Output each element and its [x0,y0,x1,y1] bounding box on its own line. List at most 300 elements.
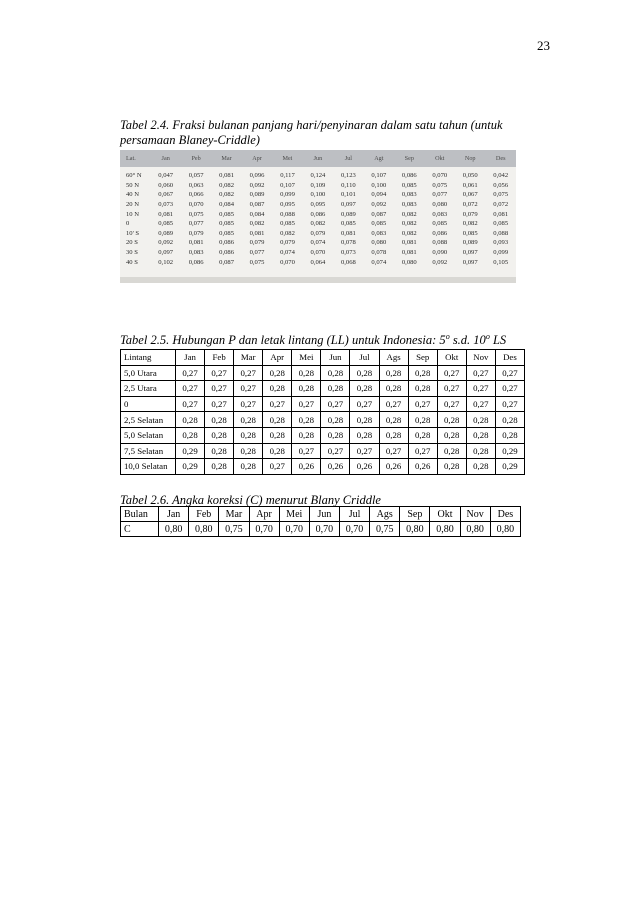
table-cell: 0,28 [205,427,234,443]
table-cell: 0,28 [292,427,321,443]
table-cell: Mar [234,350,263,366]
header-cell: Jul [333,150,363,167]
table-cell: 0,28 [379,365,408,381]
row-label-cell: 0 [121,396,176,412]
table-cell: 0,068 [340,258,356,266]
table-cell: 0,082 [401,220,417,228]
table-cell: 0,28 [437,443,466,459]
table-row [121,522,521,537]
table-cell: 0,27 [205,381,234,397]
row-label-cell: 10 N [126,210,140,218]
table-cell: Nov [466,350,495,366]
table-cell: Mei [292,350,321,366]
table-cell: 0,28 [379,412,408,428]
table-cell: 0,28 [321,365,350,381]
row-label-cell: 10' S [126,229,140,237]
table-cell: 0,090 [432,249,448,257]
table-cell: 0,085 [219,229,234,237]
table-cell: 0,079 [462,210,478,218]
table-cell: 0,29 [176,459,205,475]
table-cell: 0,28 [263,381,292,397]
table-cell: 0,27 [379,443,408,459]
table-cell: 0,067 [158,191,174,199]
table-cell: 0,070 [188,201,204,209]
table-cell: 0,28 [495,412,524,428]
table-cell: 0,083 [371,229,387,237]
table-cell: 0,28 [466,443,495,459]
table-row [121,443,525,459]
table-cell: 0,27 [205,396,234,412]
table-cell: 0,094 [371,191,387,199]
table-row [121,365,525,381]
table-cell: Apr [263,350,292,366]
table-cell: Okt [430,507,460,522]
table-cell: 0,102 [158,258,174,266]
table-cell: Des [495,350,524,366]
table-cell: 0,70 [339,522,369,537]
table-cell: Feb [189,507,219,522]
table-cell: 0,066 [188,191,204,199]
header-cell: Lat. [120,150,150,167]
table-cell: 0,082 [219,191,234,199]
header-cell: Nop [455,150,485,167]
table-cell: 0,096 [249,172,265,180]
table-cell: 0,28 [350,381,379,397]
row-label-cell: 10,0 Selatan [121,459,176,475]
table-cell: 0,081 [493,210,509,218]
header-cell: Peb [181,150,211,167]
table-cell: 0,082 [310,220,326,228]
table-cell: 0,28 [292,412,321,428]
table-cell: 0,27 [495,365,524,381]
table-cell: 0,056 [493,181,509,189]
row-label-cell: 2,5 Utara [121,381,176,397]
table-cell: 0,077 [432,191,448,199]
row-label-cell: 50 N [126,181,140,189]
table-cell: 0,26 [408,459,437,475]
table-cell: 0,085 [219,220,234,228]
row-label-cell: 2,5 Selatan [121,412,176,428]
table-cell: 0,28 [437,412,466,428]
table-cell: 0,27 [263,459,292,475]
row-label-cell: 30 S [126,249,138,257]
table-cell: 0,070 [310,249,326,257]
table-cell: 0,088 [280,210,295,218]
table-cell: 0,27 [408,443,437,459]
header-cell: Agt [364,150,394,167]
table-cell: 0,28 [321,381,350,397]
table-cell: Sep [400,507,430,522]
table-cell: 0,28 [466,412,495,428]
table-cell: 0,072 [462,201,478,209]
header-cell: Apr [242,150,272,167]
table-cell: 0,100 [371,181,387,189]
table-cell: 0,074 [310,239,326,247]
table-cell: 0,073 [340,249,356,257]
table-cell: 0,27 [205,365,234,381]
table-cell: Sep [408,350,437,366]
table-cell: 0,073 [158,201,174,209]
table-cell: 0,099 [280,191,295,199]
table-cell: 0,27 [234,396,263,412]
table-cell: 0,80 [490,522,520,537]
table-cell: 0,086 [432,229,448,237]
table-cell: 0,107 [280,181,295,189]
table-cell: 0,110 [341,181,356,189]
table-cell: 0,095 [280,201,295,209]
table-cell: 0,081 [158,210,174,218]
table-cell: 0,28 [263,427,292,443]
table-cell: 0,070 [280,258,295,266]
table-cell: 0,27 [437,365,466,381]
row-label-cell: 7,5 Selatan [121,443,176,459]
table-cell: 0,092 [158,239,174,247]
table-cell: 0,27 [292,396,321,412]
table-cell: 0,123 [340,172,356,180]
table-cell: Jun [321,350,350,366]
table-cell: 0,082 [462,220,478,228]
table-cell: 0,28 [263,365,292,381]
table-cell: 0,27 [176,396,205,412]
header-cell: Jan [150,150,180,167]
table-cell: 0,085 [340,220,356,228]
row-label-cell: 60° N [126,172,142,180]
table-cell: 0,078 [371,249,387,257]
table-cell: 0,087 [371,210,387,218]
table-cell: 0,28 [495,427,524,443]
table-cell: 0,117 [280,172,295,180]
table-cell: 0,28 [234,427,263,443]
table-2-4-caption: Tabel 2.4. Fraksi bulanan panjang hari/penyinaran dalam satu tahun (untuk persamaan Blaney-Criddle) [120,118,503,147]
table-row [120,167,516,181]
table-cell: 0,28 [408,427,437,443]
table-cell: 0,082 [219,181,234,189]
table-cell: 0,27 [234,381,263,397]
row-label-cell: 5,0 Selatan [121,427,176,443]
table-cell: Ags [370,507,400,522]
table-cell: 0,077 [188,220,204,228]
table-cell: 0,27 [176,365,205,381]
table-row [120,238,516,248]
table-cell: 0,80 [159,522,189,537]
table-cell: 0,085 [493,220,509,228]
table-cell: 0,101 [340,191,356,199]
row-label-cell: 20 N [126,201,140,209]
table-cell: 0,064 [310,258,326,266]
table-cell: 0,075 [249,258,265,266]
table-cell: 0,28 [292,365,321,381]
photo-shadow [120,277,516,283]
table-row [120,190,516,200]
table-cell: 0,70 [309,522,339,537]
table-cell: 0,081 [401,239,417,247]
table-cell: Apr [249,507,279,522]
row-label-cell: 40 N [126,191,140,199]
table-row [121,427,525,443]
table-cell: 0,085 [280,220,295,228]
table-cell: 0,28 [437,427,466,443]
table-cell: 0,27 [466,396,495,412]
table-cell: 0,097 [340,201,356,209]
table-header-row [120,150,516,167]
table-cell: 0,083 [432,210,448,218]
row-label-cell: 5,0 Utara [121,365,176,381]
table-cell: 0,099 [493,249,509,257]
table-cell: 0,087 [219,258,234,266]
table-row [120,219,516,229]
table-cell: 0,085 [462,229,478,237]
table-cell: Jul [339,507,369,522]
table-row [120,200,516,210]
table-cell: Des [490,507,520,522]
table-cell: 0,072 [493,201,509,209]
table-cell: 0,080 [401,258,417,266]
table-cell: 0,109 [310,181,326,189]
table-cell: 0,28 [234,412,263,428]
table-cell: 0,27 [495,381,524,397]
table-cell: 0,092 [249,181,265,189]
header-cell: Jun [303,150,333,167]
table-cell: Jul [350,350,379,366]
table-cell: 0,70 [279,522,309,537]
table-cell: 0,086 [188,258,204,266]
table-cell: 0,27 [350,443,379,459]
table-cell: 0,28 [379,381,408,397]
table-cell: 0,079 [280,239,295,247]
table-row [121,412,525,428]
table-cell: 0,28 [350,427,379,443]
table-cell: 0,28 [321,427,350,443]
table-cell: 0,27 [408,396,437,412]
header-cell: Sep [394,150,424,167]
table-cell: 0,27 [263,396,292,412]
table-cell: 0,075 [493,191,509,199]
table-cell: 0,061 [462,181,478,189]
table-cell: 0,105 [493,258,509,266]
table-cell: 0,081 [340,229,356,237]
table-cell: 0,086 [219,239,234,247]
table-cell: 0,085 [219,210,234,218]
table-cell: 0,089 [158,229,174,237]
table-cell: 0,083 [401,201,417,209]
table-cell: 0,80 [400,522,430,537]
table-cell: 0,089 [340,210,356,218]
table-cell: 0,26 [321,459,350,475]
table-cell: 0,083 [401,191,417,199]
table-cell: 0,28 [263,412,292,428]
table-header-row [121,350,525,366]
table-cell: Mei [279,507,309,522]
table-cell: 0,27 [466,365,495,381]
table-row [120,181,516,191]
table-cell: 0,050 [462,172,478,180]
table-cell: 0,085 [371,220,387,228]
table-cell: 0,074 [371,258,387,266]
table-cell: 0,28 [408,412,437,428]
table-row [120,229,516,239]
table-cell: 0,27 [437,396,466,412]
table-cell: 0,057 [188,172,204,180]
header-cell: Mar [211,150,241,167]
table-cell: 0,083 [188,249,204,257]
table-cell: 0,088 [432,239,448,247]
row-label-cell: Bulan [121,507,159,522]
table-cell: 0,29 [176,443,205,459]
table-cell: 0,079 [188,229,204,237]
table-cell: 0,081 [401,249,417,257]
header-cell: Okt [425,150,455,167]
table-cell: Jun [309,507,339,522]
table-cell: 0,077 [249,249,265,257]
table-cell: 0,28 [350,412,379,428]
table-cell: 0,080 [432,201,448,209]
table-header-row [121,507,521,522]
table-cell: 0,27 [176,381,205,397]
row-label-cell: 0 [126,220,130,228]
table-cell: 0,28 [234,459,263,475]
header-cell: Des [485,150,516,167]
table-cell: 0,097 [462,249,478,257]
table-cell: 0,086 [219,249,234,257]
table-cell: 0,28 [234,443,263,459]
table-cell: 0,27 [321,443,350,459]
table-cell: Mar [219,507,249,522]
table-cell: Ags [379,350,408,366]
table-2-5-caption: Tabel 2.5. Hubungan P dan letak lintang (LL) untuk Indonesia: 5$^o$ s.d. 10$^o$ LS [120,331,507,347]
table-cell: Feb [205,350,234,366]
page-number: 23 [537,38,550,53]
table-cell: 0,079 [310,229,326,237]
table-cell: 0,060 [158,181,174,189]
table-cell: 0,067 [462,191,478,199]
table-cell: 0,088 [493,229,509,237]
table-cell: 0,80 [189,522,219,537]
table-cell: 0,27 [292,443,321,459]
table-cell: 0,085 [432,220,448,228]
table-cell: 0,087 [249,201,265,209]
table-cell: 0,092 [371,201,387,209]
table-cell: 0,082 [280,229,295,237]
table-cell: 0,27 [437,381,466,397]
table-cell: 0,086 [310,210,326,218]
table-cell: 0,084 [219,201,234,209]
table-row [120,257,516,267]
table-cell: 0,27 [466,381,495,397]
table-cell: 0,75 [370,522,400,537]
table-row [121,381,525,397]
table-cell: 0,042 [493,172,509,180]
table-cell: 0,047 [158,172,174,180]
row-label-cell: Lintang [121,350,176,366]
table-cell: 0,095 [310,201,326,209]
table-row [120,209,516,219]
table-cell: 0,28 [408,365,437,381]
table-2-5 [120,349,525,475]
table-cell: 0,084 [249,210,265,218]
table-2-4 [120,150,516,267]
table-cell: 0,079 [249,239,265,247]
table-cell: 0,28 [292,381,321,397]
table-cell: 0,26 [292,459,321,475]
table-cell: 0,28 [466,459,495,475]
table-cell: 0,27 [379,396,408,412]
table-cell: 0,124 [310,172,326,180]
table-cell: 0,28 [205,412,234,428]
table-cell: 0,075 [432,181,448,189]
header-cell: Mei [272,150,302,167]
table-cell: 0,074 [280,249,295,257]
table-cell: 0,081 [249,229,265,237]
table-cell: 0,80 [430,522,460,537]
table-cell: 0,28 [263,443,292,459]
table-cell: 0,80 [460,522,490,537]
table-cell: 0,097 [462,258,478,266]
table-2-4-photo [120,150,516,283]
table-2-6 [120,506,521,537]
table-cell: 0,085 [158,220,174,228]
row-label-cell: 40 S [126,258,138,266]
table-cell: 0,082 [249,220,265,228]
table-cell: 0,27 [234,365,263,381]
table-cell: 0,28 [176,427,205,443]
row-label-cell: 20 S [126,239,138,247]
table-cell: 0,26 [379,459,408,475]
table-2-6-caption: Tabel 2.6. Angka koreksi (C) menurut Blany Criddle [120,493,381,507]
table-cell: Nov [460,507,490,522]
table-cell: 0,28 [408,381,437,397]
table-cell: Okt [437,350,466,366]
table-cell: 0,092 [432,258,448,266]
table-cell: 0,063 [188,181,204,189]
table-cell: Jan [159,507,189,522]
table-row [121,459,525,475]
table-cell: 0,089 [462,239,478,247]
table-cell: 0,100 [310,191,326,199]
table-cell: 0,070 [432,172,448,180]
table-cell: 0,107 [371,172,387,180]
table-cell: 0,075 [188,210,204,218]
table-cell: 0,081 [188,239,204,247]
table-cell: 0,28 [205,459,234,475]
table-row [121,396,525,412]
table-cell: 0,29 [495,443,524,459]
table-cell: 0,28 [350,365,379,381]
table-cell: 0,27 [350,396,379,412]
table-cell: 0,093 [493,239,509,247]
row-label-cell: C [121,522,159,537]
table-cell: 0,28 [466,427,495,443]
table-cell: 0,27 [495,396,524,412]
table-cell: 0,085 [401,181,417,189]
table-cell: 0,28 [437,459,466,475]
table-cell: 0,097 [158,249,174,257]
table-cell: 0,080 [371,239,387,247]
table-cell: 0,28 [205,443,234,459]
table-cell: 0,75 [219,522,249,537]
table-cell: 0,086 [401,172,417,180]
table-cell: 0,078 [340,239,356,247]
table-cell: 0,28 [321,412,350,428]
table-cell: 0,082 [401,210,417,218]
table-cell: 0,089 [249,191,265,199]
table-cell: 0,27 [321,396,350,412]
table-cell: 0,70 [249,522,279,537]
table-cell: 0,081 [219,172,234,180]
table-cell: 0,082 [401,229,417,237]
table-cell: 0,29 [495,459,524,475]
table-cell: 0,28 [379,427,408,443]
table-cell: Jan [176,350,205,366]
